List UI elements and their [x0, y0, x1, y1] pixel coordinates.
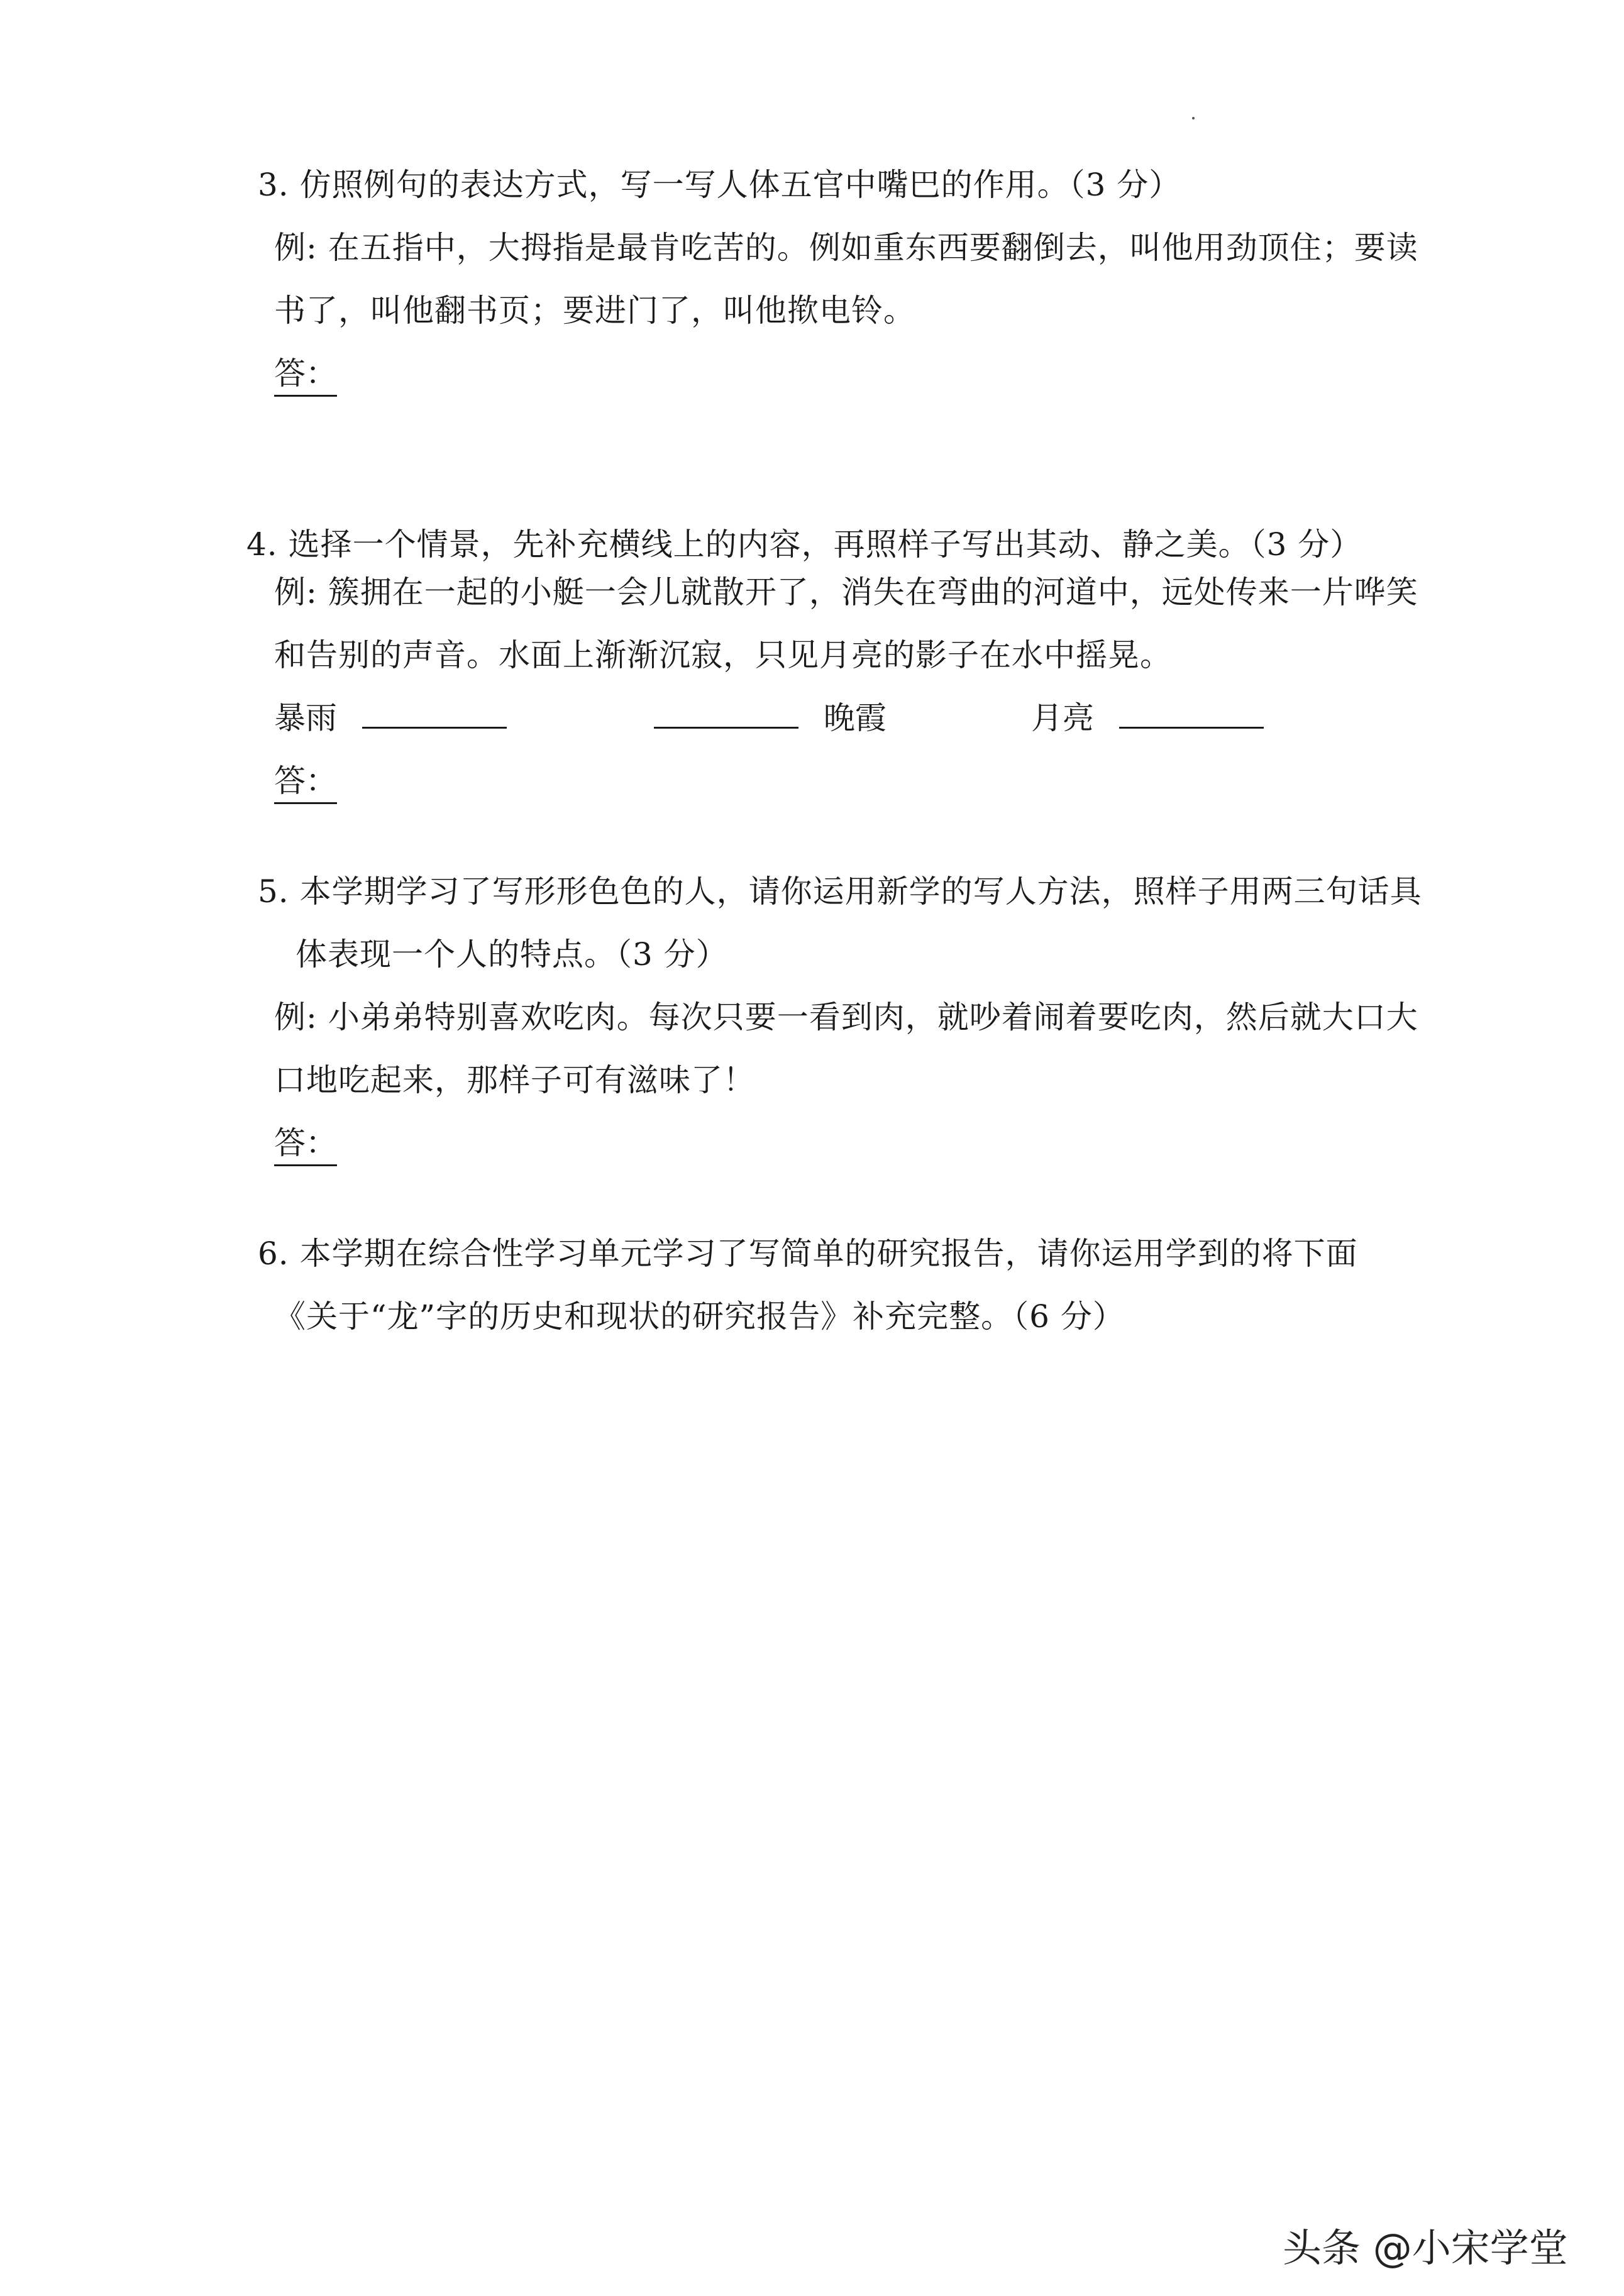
prompt-moon: [1031, 698, 1264, 738]
question-6-prompt-line-2: 《关于“龙”字的历史和现状的研究报告》补充完整。（6 分）: [274, 1298, 1125, 1335]
question-3-example-line-2: 书了，叫他翻书页；要进门了，叫他揿电铃。: [274, 292, 915, 329]
prompt-sunset-glow: [654, 698, 887, 738]
rainstorm-blank[interactable]: [362, 702, 507, 729]
question-3-example-line-1: 例: 在五指中，大拇指是最肯吃苦的。例如重东西要翻倒去，叫他用劲顶住；要读: [274, 229, 1418, 266]
prompt-rainstorm-label: 暴雨: [274, 700, 337, 736]
question-4-answer-label: 答：: [274, 761, 337, 804]
question-5-example-line-1: 例: 小弟弟特别喜欢吃肉。每次只要一看到肉，就吵着闹着要吃肉，然后就大口大: [274, 999, 1418, 1035]
prompt-moon-label: 月亮: [1031, 700, 1094, 736]
question-5-prompt-line-1: 5. 本学期学习了写形形色色的人，请你运用新学的写人方法，照样子用两三句话具: [258, 873, 1422, 910]
moon-blank[interactable]: [1119, 702, 1264, 729]
question-5-prompt-line-2: 体表现一个人的特点。（3 分）: [296, 936, 728, 973]
watermark: 头条 @小宋学堂: [1283, 2225, 1568, 2271]
prompt-rainstorm: [274, 698, 507, 738]
page-mark: [1192, 117, 1195, 119]
sunset-glow-blank[interactable]: [654, 702, 798, 729]
question-5-example-line-2: 口地吃起来，那样子可有滋味了！: [274, 1062, 755, 1098]
prompt-sunset-glow-label: 晚霞: [823, 700, 887, 736]
question-4-example-line-2: 和告别的声音。水面上渐渐沉寂，只见月亮的影子在水中摇晃。: [274, 637, 1172, 673]
question-6-prompt-line-1: 6. 本学期在综合性学习单元学习了写简单的研究报告，请你运用学到的将下面: [258, 1235, 1358, 1272]
question-3-answer-label: 答：: [274, 353, 337, 397]
question-4-example-line-1: 例: 簇拥在一起的小艇一会儿就散开了，消失在弯曲的河道中，远处传来一片哗笑: [274, 574, 1418, 610]
question-4-prompt: 4. 选择一个情景，先补充横线上的内容，再照样子写出其动、静之美。（3 分）: [246, 526, 1362, 563]
question-5-answer-label: 答：: [274, 1123, 337, 1166]
question-3-prompt: 3. 仿照例句的表达方式，写一写人体五官中嘴巴的作用。（3 分）: [258, 167, 1181, 203]
